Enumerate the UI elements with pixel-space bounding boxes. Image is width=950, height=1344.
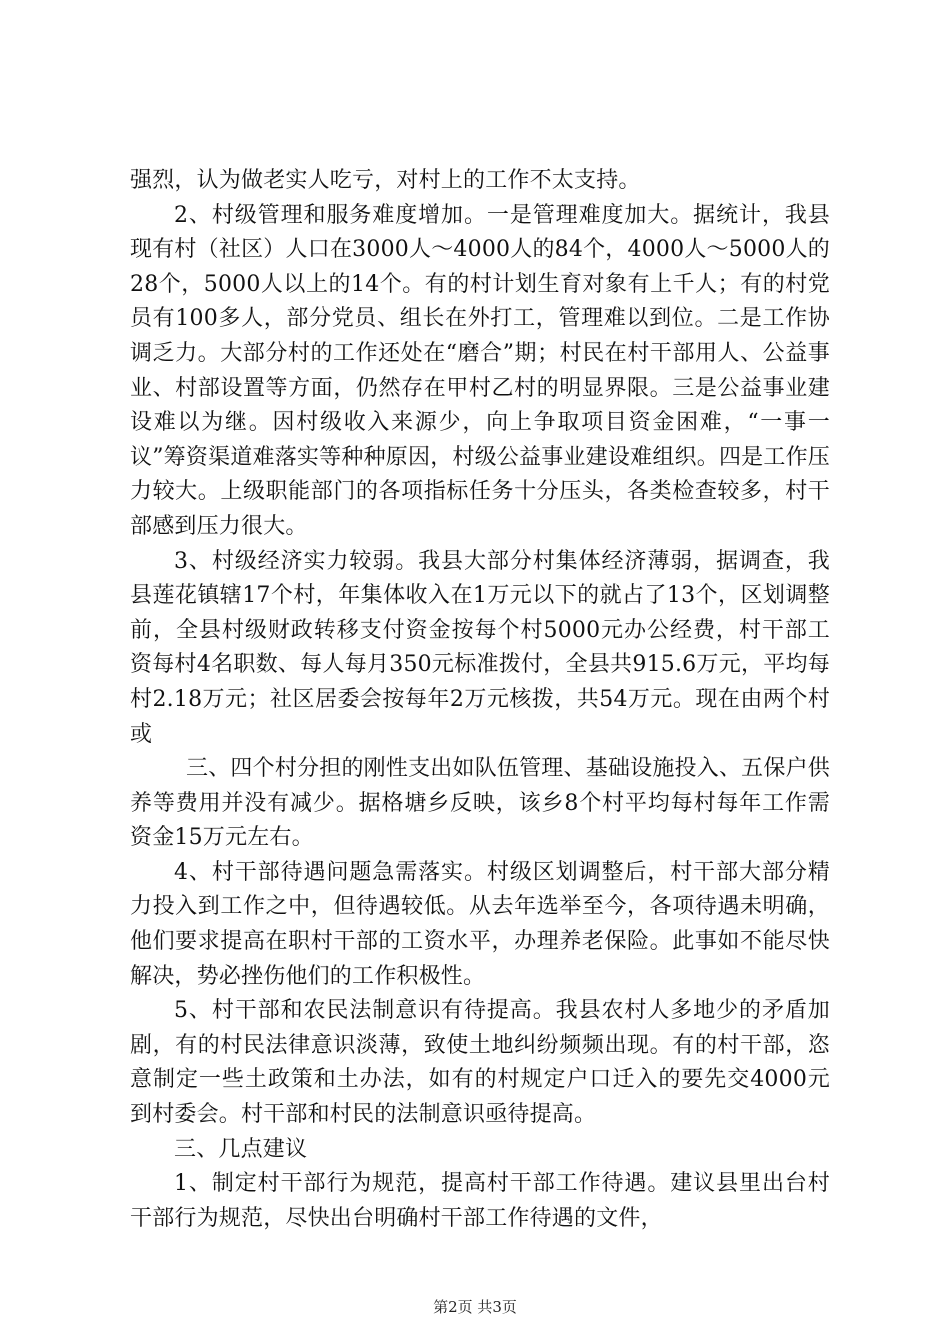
paragraph-legal-awareness: 5、村干部和农民法制意识有待提高。我县农村人多地少的矛盾加剧，有的村民法律意识淡薄，致使土地纠纷频频出现。有的村干部，恣意制定一些土政策和土办法，如有的村规定户口迁入的要先交4000元到村委会。村干部和村民的法制意识亟待提高。: [130, 998, 830, 1128]
page-number-footer: 第2页 共3页: [433, 1298, 517, 1316]
paragraph-economic-strength: 3、村级经济实力较弱。我县大部分村集体经济薄弱，据调查，我县莲花镇辖17个村，年集体收入在1万元以下的就占了13个，区划调整前，全县村级财政转移支付资金按每个村5000元办公经费，村干部工资每村4名职数、每人每月350元标准拨付，全县共915.6万元，平均每村2.18万元；社区居委会按每年2万元核拨，共54万元。现在由两个村或: [130, 548, 830, 747]
paragraph-cadre-treatment: 4、村干部待遇问题急需落实。村级区划调整后，村干部大部分精力投入到工作之中，但待遇较低。从去年选举至今，各项待遇未明确，他们要求提高在职村干部的工资水平，办理养老保险。此事如不能尽快解决，势必挫伤他们的工作积极性。: [130, 859, 830, 989]
paragraph-shared-expenses: 三、四个村分担的刚性支出如队伍管理、基础设施投入、五保户供养等费用并没有减少。据格塘乡反映，该乡8个村平均每村每年工作需资金15万元左右。: [130, 756, 830, 851]
paragraph-continuation: 强烈，认为做老实人吃亏，对村上的工作不太支持。: [130, 168, 641, 193]
section-heading-suggestions: 三、几点建议: [174, 1136, 308, 1162]
document-body: [130, 164, 830, 1236]
paragraph-management-difficulty: 2、村级管理和服务难度增加。一是管理难度加大。据统计，我县现有村（社区）人口在3000人～4000人的84个，4000人～5000人的28个，5000人以上的14个。有的村计划生育对象有上千人；有的村党员有100多人，部分党员、组长在外打工，管理难以到位。二是工作协调乏力。大部分村的工作还处在“磨合”期；村民在村干部用人、公益事业、村部设置等方面，仍然存在甲村乙村的明显界限。三是公益事业建设难以为继。因村级收入来源少，向上争取项目资金困难，“一事一议”筹资渠道难落实等种种原因，村级公益事业建设难组织。四是工作压力较大。上级职能部门的各项指标任务十分压头，各类检查较多，村干部感到压力很大。: [130, 202, 830, 539]
paragraph-suggestion-1: 1、制定村干部行为规范，提高村干部工作待遇。建议县里出台村干部行为规范，尽快出台明确村干部工作待遇的文件，: [130, 1171, 830, 1231]
